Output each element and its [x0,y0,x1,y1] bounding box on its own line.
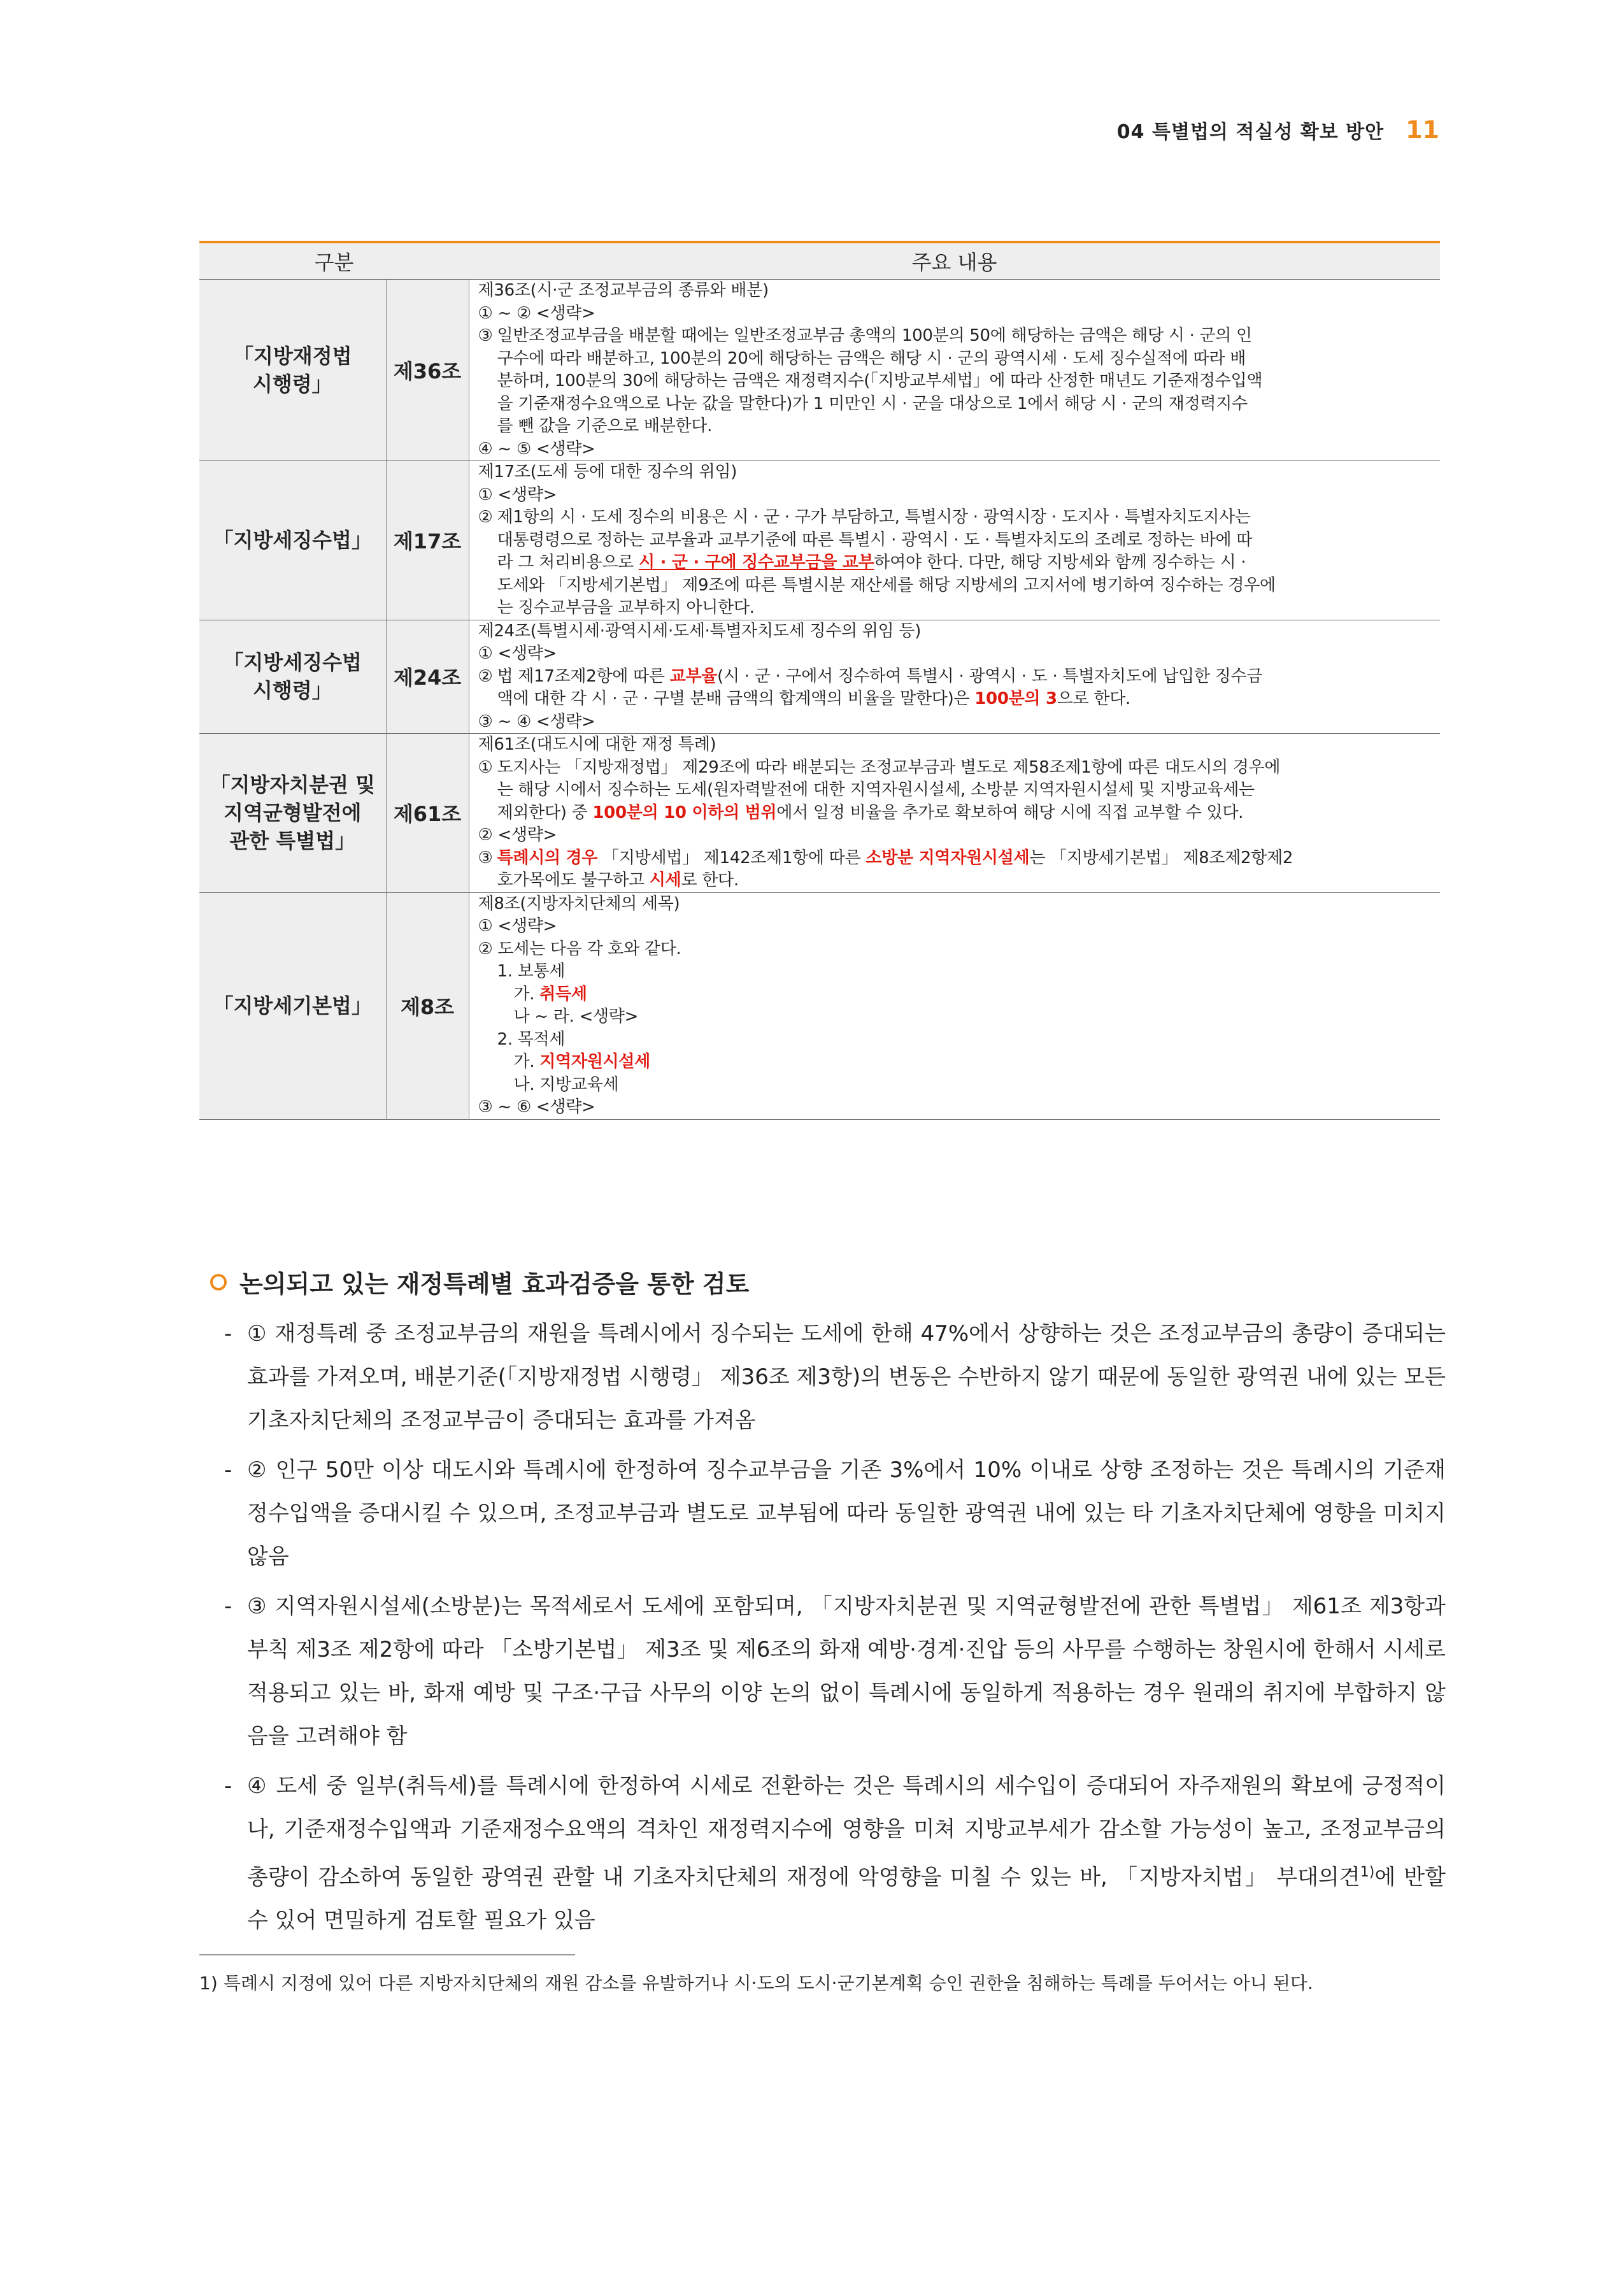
highlight-text: 100분의 10 이하의 범위 [592,803,777,822]
law-name-cell: 「지방자치분권 및 지역균형발전에 관한 특별법」 [199,734,386,893]
table-row [199,461,1440,620]
article-cell: 제24조 [386,620,469,734]
article-cell: 제36조 [386,280,469,461]
table-row [199,280,1440,461]
header-category: 구분 [199,242,469,280]
highlight-text: 시 · 군 · 구에 징수교부금을 교부 [638,553,874,572]
law-name-cell: 「지방세징수법」 [199,461,386,620]
highlight-text: 취득세 [539,984,587,1004]
law-table [199,241,1440,1120]
chapter-title: 04 특별법의 적실성 확보 방안 [1116,121,1385,143]
article-cell: 제8조 [386,892,469,1119]
list-item: - ④ 도세 중 일부(취득세)를 특례시에 한정하여 시세로 전환하는 것은 특례시의 세수입이 증대되어 자주재원의 확보에 긍정적이나, 기준재정수입액과 기준재정수요액의 격차인 재정력지수에 영향을 미쳐 지방교부세가 감소할 가능성이 높고, 조정교부금의 총량이 감소하여 동일한 광역권 관할 내 기초자치단체의 재정에 악영향을 미칠 수 있는 바, 「지방자치법」 부대의견$^{1)}$에 반할 수 있어 면밀하게 검토할 필요가 있음 [224,1773,1446,1934]
highlight-text: 지역자원시설세 [539,1052,650,1071]
table-row [199,734,1440,893]
header-content: 주요 내용 [469,242,1440,280]
footnote-divider [199,1954,575,1955]
highlight-text: 시세 [649,871,681,890]
section-title: 논의되고 있는 재정특례별 효과검증을 통한 검토 [210,1264,1446,1299]
table-row [199,620,1440,734]
list-item: - ① 재정특례 중 조정교부금의 재원을 특례시에서 징수되는 도세에 한해 47%에서 상향하는 것은 조정교부금의 총량이 증대되는 효과를 가져오며, 배분기준(「지방재정법 시행령」 제36조 제3항)의 변동은 수반하지 않기 때문에 동일한 광역권 내에 있는 모든 기초자치단체의 조정교부금이 증대되는 효과를 가져옴 [224,1321,1446,1433]
page-number: 11 [1406,116,1439,144]
page-header [1117,116,1439,144]
law-name-cell: 「지방세징수법 시행령」 [199,620,386,734]
law-name-cell: 「지방재정법 시행령」 [199,280,386,461]
list-item: - ③ 지역자원시설세(소방분)는 목적세로서 도세에 포함되며, 「지방자치분권 및 지역균형발전에 관한 특별법」 제61조 제3항과 부칙 제3조 제2항에 따라 「소방기본법」 제3조 및 제6조의 화재 예방·경계·진압 등의 사무를 수행하는 창원시에 한해서 시세로 적용되고 있는 바, 화재 예방 및 구조·구급 사무의 이양 논의 없이 특례시에 동일하게 적용하는 경우 원래의 취지에 부합하지 않음을 고려해야 함 [224,1594,1446,1749]
table-row [199,892,1440,1119]
law-name-cell: 「지방세기본법」 [199,892,386,1119]
highlight-text: 100분의 3 [974,689,1057,708]
content-cell: 제24조(특별시세·광역시세·도세·특별자치도세 징수의 위임 등) ① <생략> ② 법 제17조제2항에 따른 교부율(시 · 군 · 구에서 징수하여 특별시 · 광역시 · 도 · 특별자치도에 납입한 징수금 액에 대한 각 시 · 군 · 구별 분배 금액의 합계액의 비율을 말한다)은 100분의 3으로 한다. ③ ~ ④ <생략> [469,620,1440,734]
table-header-row [199,242,1440,280]
circle-bullet-icon [210,1274,227,1290]
content-cell: 제61조(대도시에 대한 재정 특례) ① 도지사는 「지방재정법」 제29조에 따라 배분되는 조정교부금과 별도로 제58조제1항에 따른 대도시의 경우에 는 해당 시에서 징수하는 도세(원자력발전에 대한 지역자원시설세, 소방분 지역자원시설세 및 지방교육세는 제외한다) 중 100분의 10 이하의 범위에서 일정 비율을 추가로 확보하여 해당 시에 직접 교부할 수 있다. ② <생략> ③ 특례시의 경우 「지방세법」 제142조제1항에 따른 소방분 지역자원시설세는 「지방세기본법」 제8조제2항제2 호가목에도 불구하고 시세로 한다. [469,734,1440,893]
content-cell: 제17조(도세 등에 대한 징수의 위임) ① <생략> ② 제1항의 시 · 도세 징수의 비용은 시 · 군 · 구가 부담하고, 특별시장 · 광역시장 · 도지사 · 특별자치도지사는 대통령령으로 정하는 교부율과 교부기준에 따른 특별시 · 광역시 · 도 · 특별자치도의 조례로 정하는 바에 따 라 그 처리비용으로 시 · 군 · 구에 징수교부금을 교부하여야 한다. 다만, 해당 지방세와 함께 징수하는 시 · 도세와 「지방세기본법」 제9조에 따른 특별시분 재산세를 해당 지방세의 고지서에 병기하여 징수하는 경우에 는 징수교부금을 교부하지 아니한다. [469,461,1440,620]
highlight-text: 특례시의 경우 [497,848,598,868]
law-table-wrapper [199,241,1440,1120]
content-cell: 제8조(지방자치단체의 세목) ① <생략> ② 도세는 다음 각 호와 같다. 1. 보통세 가. 취득세 나 ~ 라. <생략> 2. 목적세 가. 지역자원시설세 나. 지방교육세 ③ ~ ⑥ <생략> [469,892,1440,1119]
footnote: 1) 특례시 지정에 있어 다른 지방자치단체의 재원 감소를 유발하거나 시·도의 도시·군기본계획 승인 권한을 침해하는 특례를 두어서는 아니 된다. [199,1973,1313,1994]
highlight-text: 소방분 지역자원시설세 [865,848,1030,868]
footnote-ref[interactable]: 1) [1360,1864,1375,1880]
review-section [210,1264,1446,1948]
article-cell: 제61조 [386,734,469,893]
article-cell: 제17조 [386,461,469,620]
content-cell: 제36조(시·군 조정교부금의 종류와 배분) ① ~ ② <생략> ③ 일반조정교부금을 배분할 때에는 일반조정교부금 총액의 100분의 50에 해당하는 금액은 해당 시 · 군의 인 구수에 따라 배분하고, 100분의 20에 해당하는 금액은 해당 시 · 군의 광역시세 · 도세 징수실적에 따라 배 분하며, 100분의 30에 해당하는 금액은 재정력지수(「지방교부세법」에 따라 산정한 매년도 기준재정수입액 을 기준재정수요액으로 나눈 값을 말한다)가 1 미만인 시 · 군을 대상으로 1에서 해당 시 · 군의 재정력지수 를 뺀 값을 기준으로 배분한다. ④ ~ ⑤ <생략> [469,280,1440,461]
list-item: - ② 인구 50만 이상 대도시와 특례시에 한정하여 징수교부금을 기존 3%에서 10% 이내로 상향 조정하는 것은 특례시의 기준재정수입액을 증대시킬 수 있으며, 조정교부금과 별도로 교부됨에 따라 동일한 광역권 내에 있는 타 기초자치단체에 영향을 미치지 않음 [224,1457,1446,1569]
highlight-text: 교부율 [669,666,718,686]
